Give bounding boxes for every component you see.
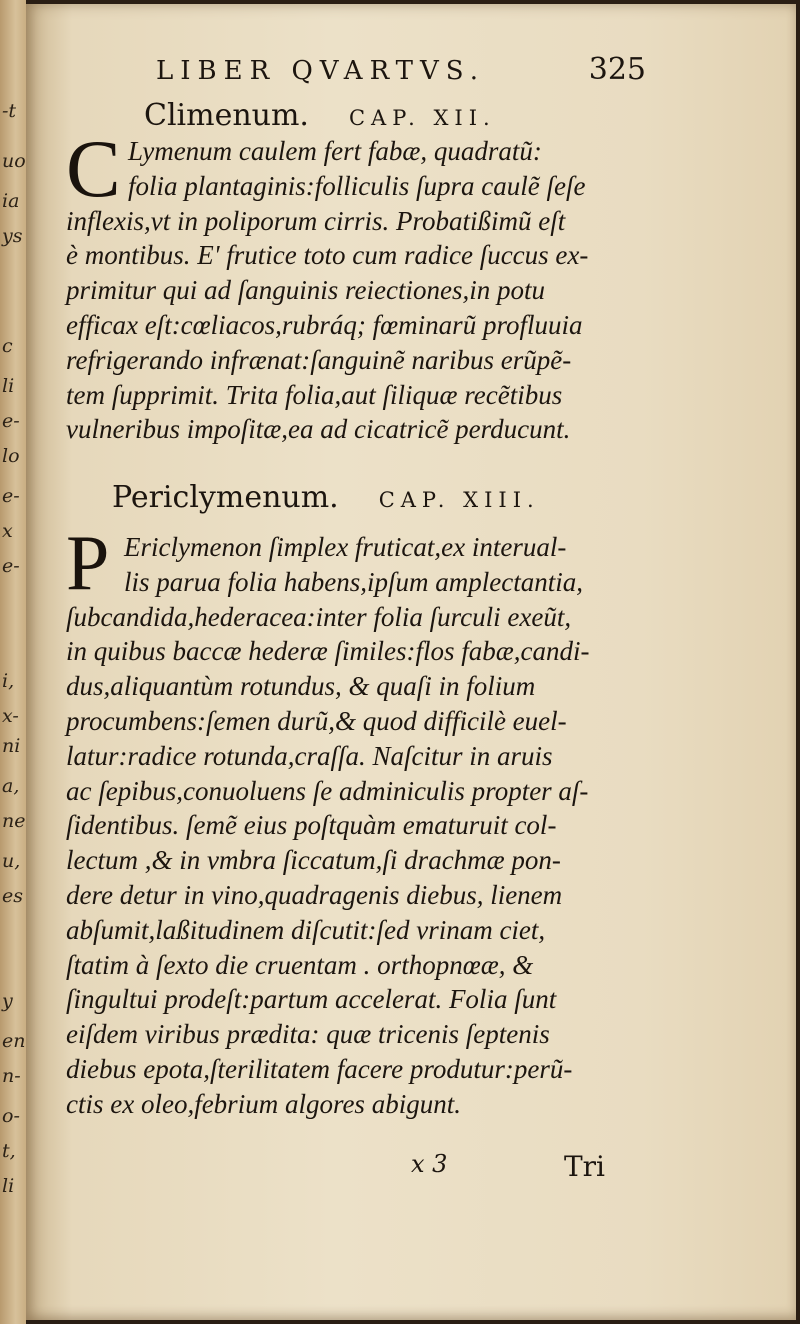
- catchword: Tri: [564, 1150, 606, 1183]
- chapter-13-text: [66, 530, 644, 1122]
- facing-page-fragment: t,: [2, 1140, 16, 1162]
- facing-page-fragment: i,: [2, 670, 15, 692]
- text-line: lis parua folia habens,ipſum amplectantia,: [124, 566, 583, 597]
- text-line: vulneribus impoſitæ,ea ad cicatricẽ perducunt.: [66, 414, 571, 445]
- text-line: diebus epota,ſterilitatem facere produtur:perũ-: [66, 1053, 573, 1084]
- facing-page-fragment: a,: [2, 775, 20, 797]
- facing-page-fragment: li: [2, 375, 15, 397]
- facing-page-fragment: c: [2, 335, 13, 357]
- text-line: ſubcandida,hederacea:inter folia ſurculi exeũt,: [66, 601, 572, 632]
- text-line: refrigerando infrænat:ſanguinẽ naribus erũpẽ-: [66, 344, 572, 375]
- facing-page-fragment: uo: [2, 150, 26, 172]
- text-line: Ericlymenon ſimplex fruticat,ex interual-: [124, 532, 567, 562]
- text-line: folia plantaginis:folliculis ſupra caulẽ ſeſe: [128, 170, 586, 201]
- text-line: ſtatim à ſexto die cruentam . orthopnœæ, &: [66, 949, 534, 980]
- chapter-number: CAP. XIII.: [378, 488, 540, 512]
- facing-page-fragment: n-: [2, 1065, 21, 1087]
- chapter-heading-12: [144, 98, 496, 133]
- drop-cap-initial: P: [66, 519, 110, 606]
- facing-page-fragment: -t: [2, 100, 17, 122]
- facing-page-edge: [0, 0, 26, 1324]
- text-line: procumbens:ſemen durũ,& quod difficilè euel-: [66, 705, 567, 736]
- text-line: latur:radice rotunda,craſſa. Naſcitur in aruis: [66, 740, 553, 771]
- text-line: ſidentibus. ſemẽ eius poſtquàm ematuruit col-: [66, 810, 557, 841]
- facing-page-fragment: ia: [2, 190, 20, 212]
- facing-page-fragment: x: [2, 520, 13, 542]
- text-line: in quibus baccæ hederæ ſimiles:flos fabæ,candi-: [66, 636, 590, 667]
- text-line: primitur qui ad ſanguinis reiectiones,in potu: [66, 275, 545, 306]
- running-title: LIBER QVARTVS.: [156, 56, 485, 86]
- chapter-12-text: [66, 134, 644, 447]
- text-line: ſingultui prodeſt:partum accelerat. Folia ſunt: [66, 984, 557, 1015]
- facing-page-fragment: y: [2, 990, 13, 1012]
- page-number: 325: [588, 52, 646, 87]
- signature-mark: x 3: [411, 1150, 448, 1178]
- facing-page-fragment: li: [2, 1175, 15, 1197]
- text-line: dus,aliquantùm rotundus, & quaſi in folium: [66, 671, 536, 702]
- facing-page-fragment: u,: [2, 850, 21, 872]
- chapter-title: Periclymenum.: [112, 480, 339, 515]
- text-line: Lymenum caulem fert fabæ, quadratũ:: [128, 136, 542, 166]
- drop-cap-initial: C: [66, 123, 121, 214]
- text-line: inflexis,vt in poliporum cirris. Probatißimũ eſt: [66, 205, 566, 236]
- text-line: abſumit,laßitudinem diſcutit:ſed vrinam ciet,: [66, 914, 546, 945]
- text-line: ac ſepibus,conuoluens ſe adminiculis propter aſ-: [66, 775, 589, 806]
- facing-page-fragment: x-: [2, 705, 19, 727]
- facing-page-fragment: ne: [2, 810, 26, 832]
- chapter-number: CAP. XII.: [348, 106, 496, 130]
- facing-page-fragment: e-: [2, 555, 20, 577]
- facing-page-fragment: o-: [2, 1105, 20, 1127]
- running-head: [126, 52, 646, 96]
- text-line: efficax eſt:cœliacos,rubráq; fœminarũ profluuia: [66, 309, 583, 340]
- facing-page-fragment: e-: [2, 410, 20, 432]
- facing-page-fragment: e-: [2, 485, 20, 507]
- text-line: dere detur in vino,quadragenis diebus, lienem: [66, 879, 563, 910]
- text-line: è montibus. E' frutice toto cum radice ſuccus ex-: [66, 240, 589, 271]
- chapter-title: Climenum.: [144, 98, 309, 133]
- chapter-heading-13: [112, 480, 540, 515]
- facing-page-fragment: en: [2, 1030, 26, 1052]
- book-page: [26, 4, 796, 1320]
- text-line: eiſdem viribus prædita: quæ tricenis ſeptenis: [66, 1019, 550, 1050]
- facing-page-fragment: ni: [2, 735, 21, 757]
- facing-page-fragment: lo: [2, 445, 20, 467]
- facing-page-fragment: es: [2, 885, 23, 907]
- text-line: lectum ,& in vmbra ſiccatum,ſi drachmæ pon-: [66, 845, 561, 876]
- text-line: ctis ex oleo,febrium algores abigunt.: [66, 1088, 461, 1119]
- facing-page-fragment: ys: [2, 225, 23, 247]
- text-line: tem ſupprimit. Trita folia,aut ſiliquæ recẽtibus: [66, 379, 563, 410]
